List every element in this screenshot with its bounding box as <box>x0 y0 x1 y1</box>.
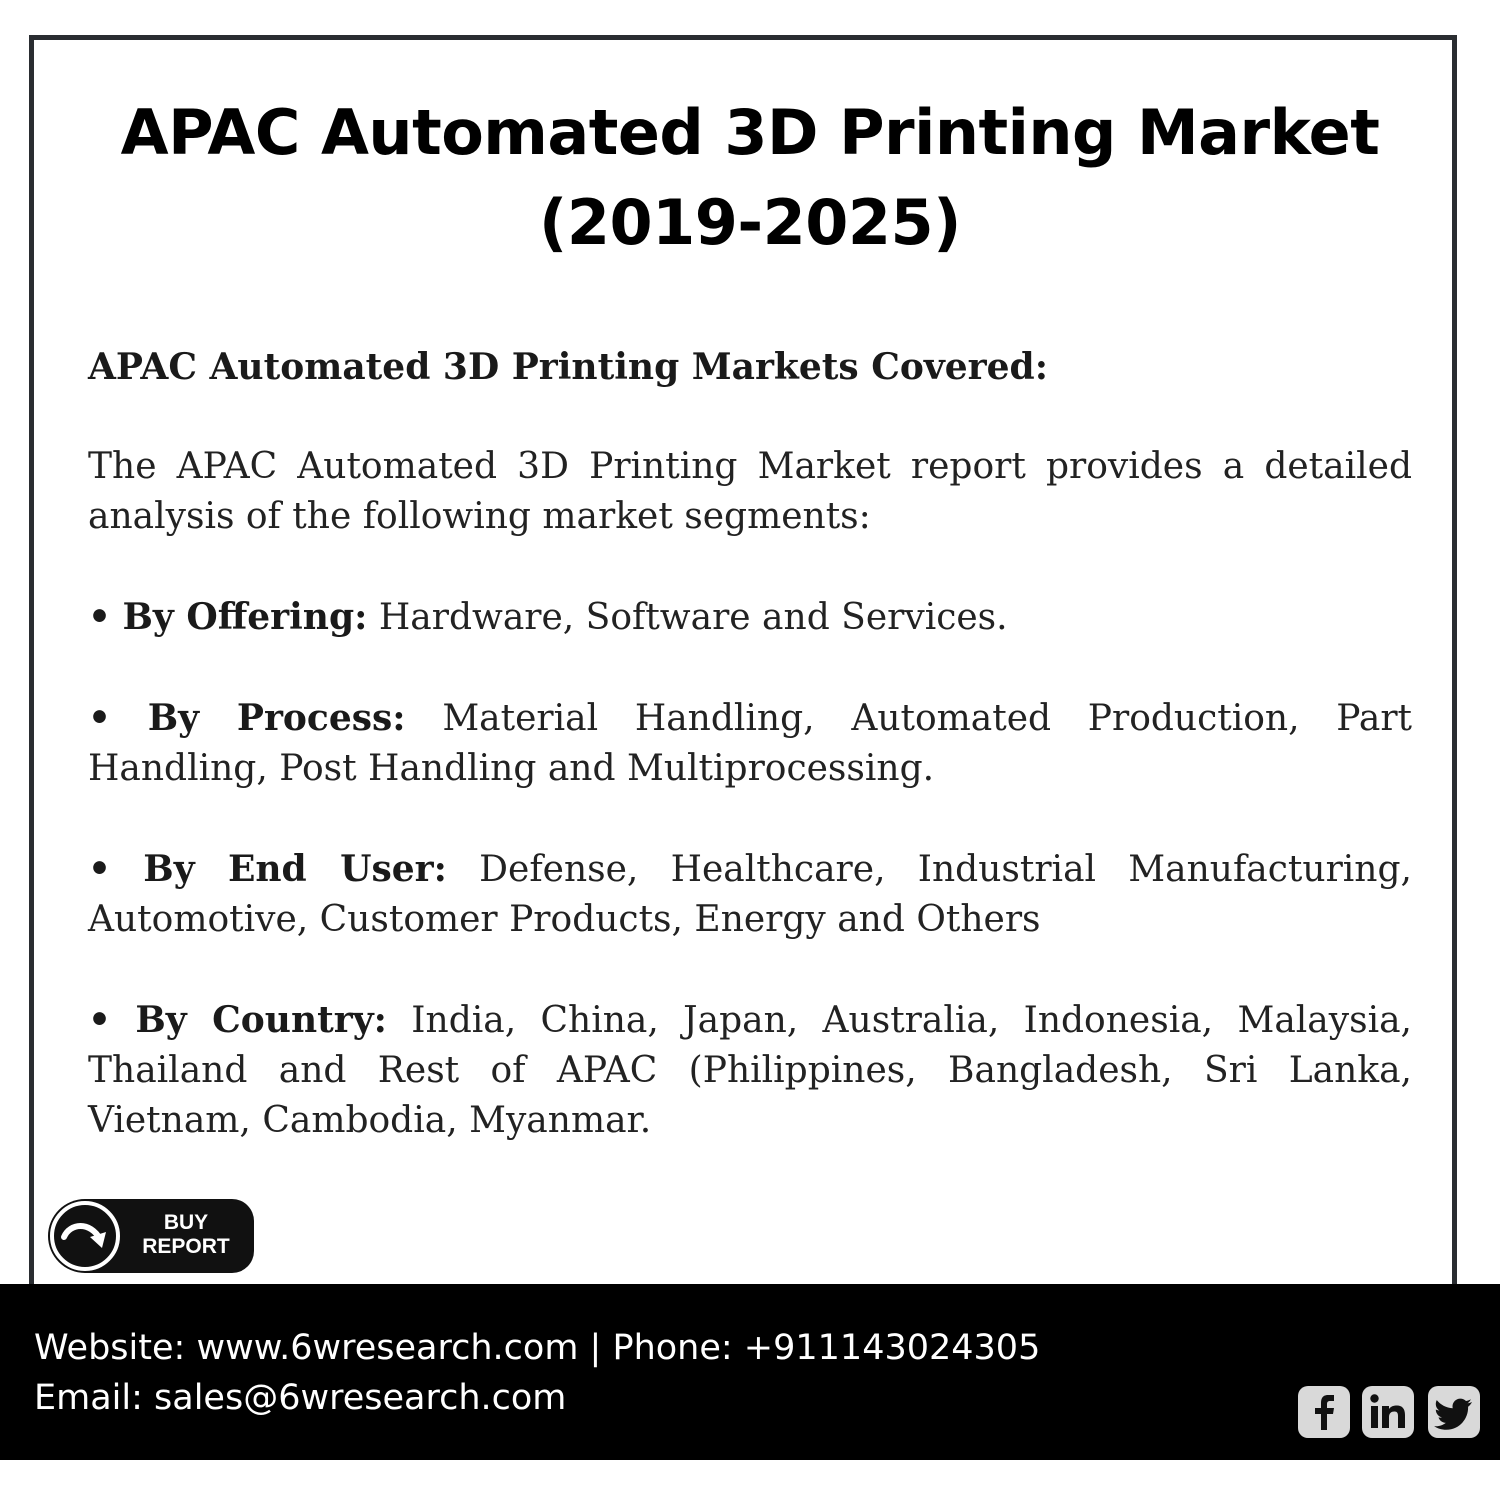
footer-website-phone: Website: www.6wresearch.com | Phone: +911143024305 <box>34 1328 1041 1368</box>
segment-offering <box>88 592 1412 643</box>
segment-label: By Process: <box>147 697 406 739</box>
buy-label-line-1: BUY <box>163 1211 209 1234</box>
bullet: • <box>88 697 112 739</box>
intro-paragraph: The APAC Automated 3D Printing Market report provides a detailed analysis of the following market segments: <box>88 446 1412 537</box>
segment-label: By Offering: <box>122 596 368 638</box>
section-subheading: APAC Automated 3D Printing Markets Covered: <box>88 346 1049 388</box>
arrow-circle-icon <box>50 1201 120 1271</box>
segment-process <box>88 693 1412 794</box>
buy-report-button[interactable] <box>48 1199 254 1273</box>
bullet: • <box>88 848 112 890</box>
segment-text: Hardware, Software and Services. <box>378 597 1008 638</box>
buy-report-label <box>128 1211 244 1259</box>
segment-end-user <box>88 844 1412 945</box>
title-line-2: (2019-2025) <box>538 186 962 259</box>
segment-label: By End User: <box>143 848 447 890</box>
facebook-icon[interactable] <box>1298 1386 1350 1438</box>
buy-label-line-2: REPORT <box>142 1235 230 1258</box>
segment-text: Material Handling, Automated Production, Part Handling, Post Handling and Multiprocessing. <box>88 698 1413 789</box>
bullet: • <box>88 596 112 638</box>
segment-label: By Country: <box>135 999 387 1041</box>
page-title <box>60 88 1440 268</box>
segment-text: Defense, Healthcare, Industrial Manufacturing, Automotive, Customer Products, Energy and Others <box>88 849 1412 940</box>
segment-country <box>88 995 1412 1146</box>
report-body <box>88 342 1412 1196</box>
segment-text: India, China, Japan, Australia, Indonesia, Malaysia, Thailand and Rest of APAC (Philippines, Bangladesh, Sri Lanka, Vietnam, Cambodia, Myanmar. <box>88 1000 1412 1141</box>
footer-email: Email: sales@6wresearch.com <box>34 1378 567 1418</box>
title-line-1: APAC Automated 3D Printing Market <box>120 96 1380 169</box>
bullet: • <box>88 999 112 1041</box>
linkedin-icon[interactable] <box>1362 1386 1414 1438</box>
contact-footer <box>0 1284 1500 1460</box>
twitter-icon[interactable] <box>1428 1386 1480 1438</box>
